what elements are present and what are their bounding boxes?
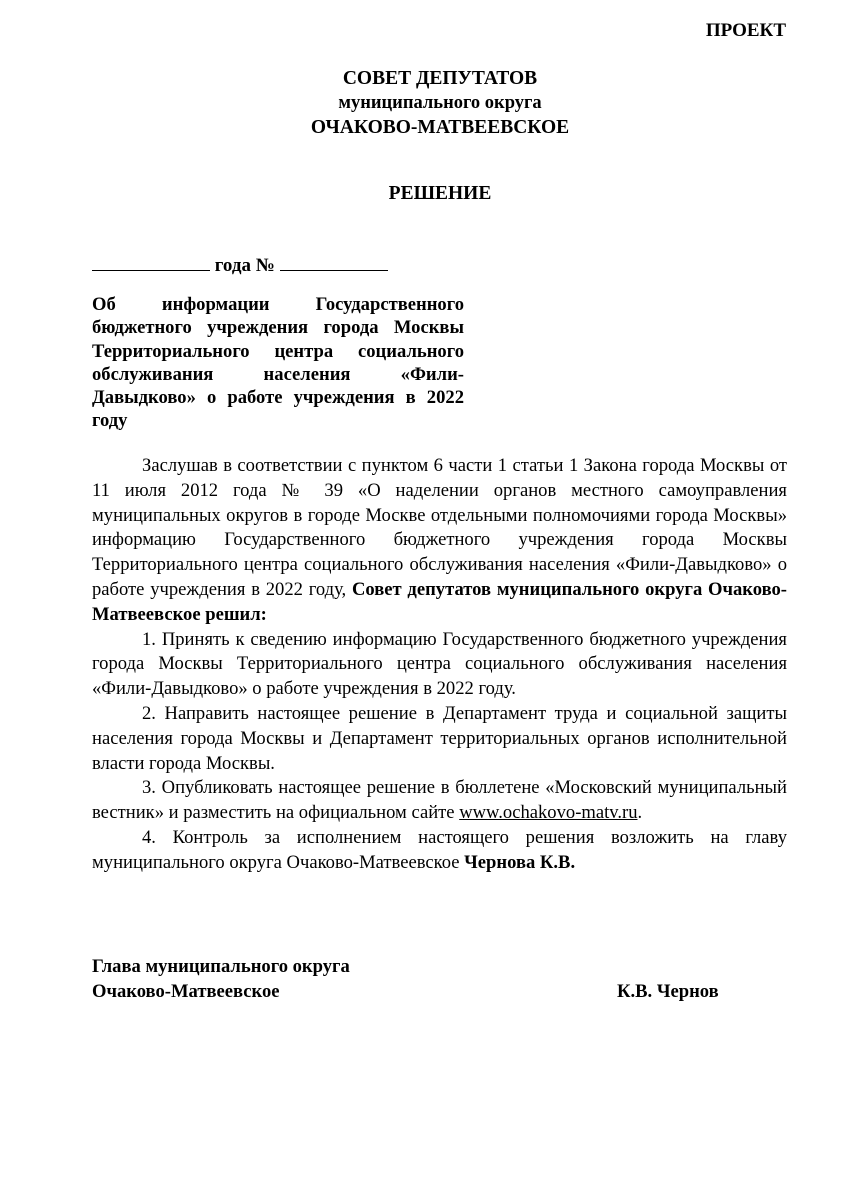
item-4 <box>92 826 787 876</box>
decision-subject: Об информации Государственного бюджетного учреждения города Москвы Территориального центра социального обслуживания населения «Фили-Давыдково» о работе учреждения в 2022 году <box>92 294 464 432</box>
draft-stamp: ПРОЕКТ <box>705 20 786 41</box>
preamble-text: Заслушав в соответствии с пунктом 6 части 1 статьи 1 Закона города Москвы от 11 июля 2012 года № 39 «О наделении органов местного самоуправления муниципальных округов в городе Москве отдельными полномочиями города Москвы» информацию Государственного бюджетного учреждения города Москвы Территориального центра социального обслуживания населения «Фили-Давыдково» о работе учреждения в 2022 году, <box>92 455 787 600</box>
year-number-label: года № <box>214 255 275 276</box>
item-1: 1. Принять к сведению информацию Государственного бюджетного учреждения города Москвы Территориального центра социального обслуживания населения «Фили-Давыдково» о работе учреждения в 2022 году. <box>92 628 787 700</box>
preamble-paragraph <box>92 454 787 628</box>
signature-title <box>92 954 350 1004</box>
item-3-text: 3. Опубликовать настоящее решение в бюллетене «Московский муниципальный вестник» и разместить на официальном сайте <box>92 777 787 824</box>
district-name: ОЧАКОВО-МАТВЕЕВСКОЕ <box>310 117 570 138</box>
website-link[interactable]: www.ochakovo-matv.ru <box>459 802 638 824</box>
item-4-text: 4. Контроль за исполнением настоящего решения возложить на главу муниципального округа Очаково-Матвеевское <box>92 826 787 873</box>
district-label: муниципального округа <box>338 93 542 113</box>
signature-name: К.В. Чернов <box>617 981 719 1002</box>
signature-title-line-1: Глава муниципального округа <box>92 956 350 977</box>
document-type: РЕШЕНИЕ <box>388 183 492 204</box>
date-number-line <box>92 252 388 277</box>
item-4-person: Чернова К.В. <box>464 851 576 873</box>
item-2: 2. Направить настоящее решение в Департамент труда и социальной защиты населения города Москвы и Департамент территориальных органов исполнительной власти города Москвы. <box>92 702 787 774</box>
signature-title-line-2: Очаково-Матвеевское <box>92 981 280 1002</box>
date-blank <box>92 252 210 271</box>
item-3-end: . <box>637 802 643 824</box>
item-3 <box>92 776 787 826</box>
decision-body <box>92 454 787 876</box>
number-blank <box>280 252 388 271</box>
council-title: СОВЕТ ДЕПУТАТОВ <box>342 68 538 89</box>
preamble-resolution: Совет депутатов муниципального округа Очаково-Матвеевское решил: <box>92 578 787 625</box>
